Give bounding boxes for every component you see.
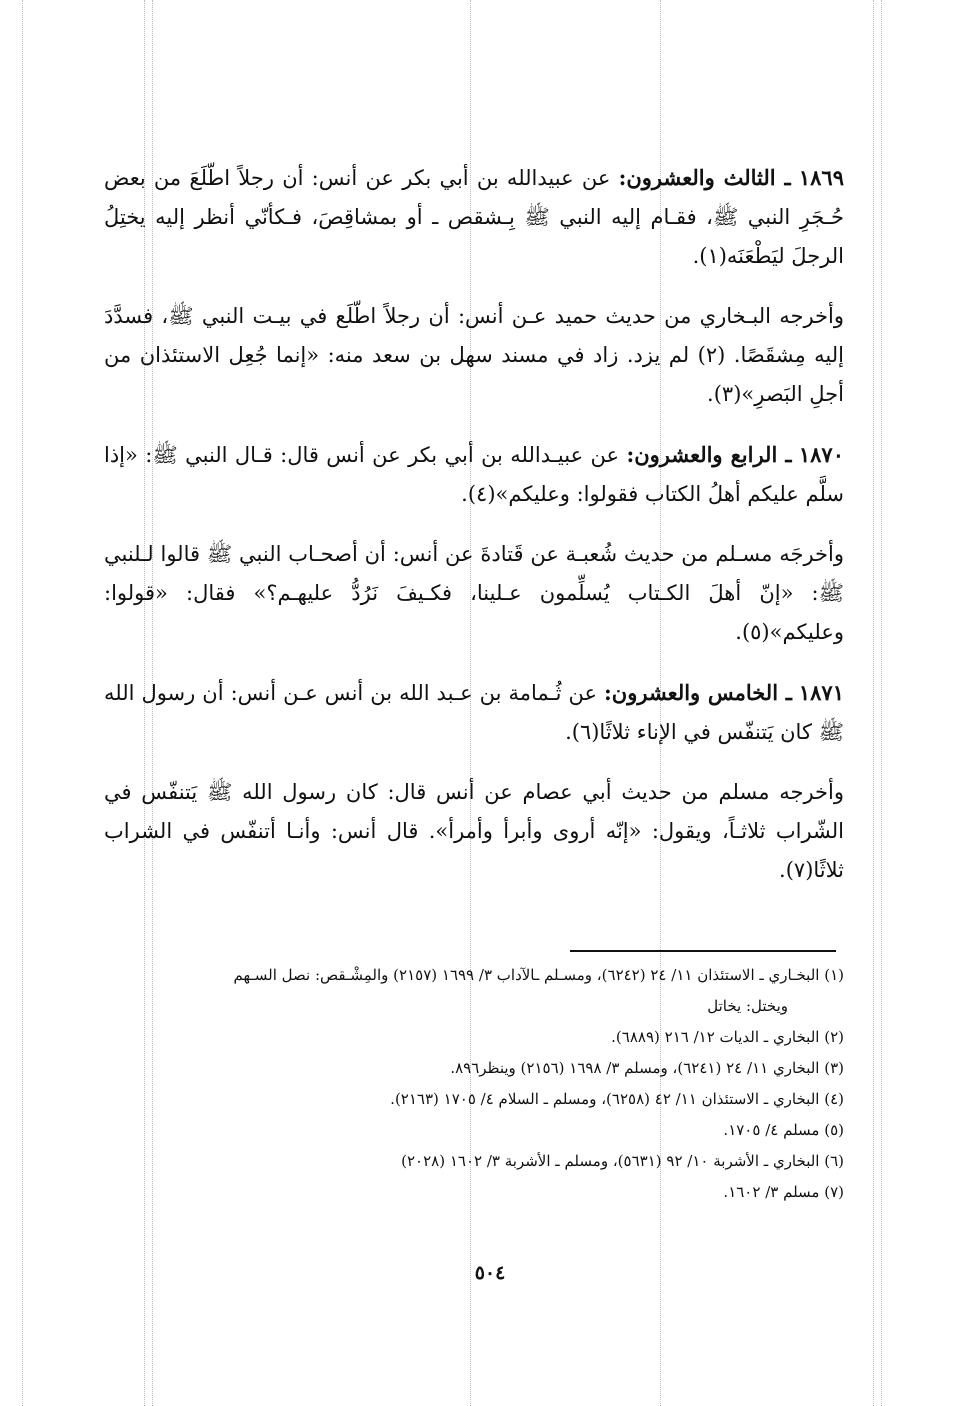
footnote-separator (570, 950, 836, 952)
hadith-number: ١٨٦٩ (798, 165, 844, 190)
paragraph-text: عن عبيـدالله بن أبي بكر عن أنس قال: قـال النبي ﷺ: «إذا سلَّم عليكم أهلُ الكتاب فقولوا: وعليكم»(٤). (104, 443, 844, 506)
takhrij-paragraph (104, 297, 844, 414)
page-number: ٥٠٤ (474, 1262, 506, 1284)
hadith-paragraph (104, 435, 844, 514)
hadith-heading: ـ الثالث والعشرون: (618, 165, 791, 190)
takhrij-paragraph (104, 773, 844, 890)
footnote: (١) البخـاري ـ الاستئذان ١١/ ٢٤ (٦٢٤٢)، ومسـلم ـالآداب ٣/ ١٦٩٩ (٢١٥٧) والمِشْـقص: نصل السـهم (233, 966, 844, 984)
footnote: (٥) مسلم ٤/ ١٧٠٥. (723, 1121, 844, 1139)
footnote-continuation: ويختل: يخاتل (707, 997, 788, 1015)
scan-dotted-line (881, 0, 882, 1406)
paragraph-text: وأخرجه البـخاري من حديث حميد عـن أنس: أن رجلاً اطّلَع في بيـت النبي ﷺ، فسدَّدَ إليه مِشقَصًا. (٢) لم يزد. زاد في مسند سهل بن سعد منه: «إنما جُعِل الاستئذان من أجلِ البَصرِ»(٣). (104, 304, 844, 406)
footnote: (٤) البخاري ـ الاستئذان ١١/ ٤٢ (٦٢٥٨)، ومسلم ـ السلام ٤/ ١٧٠٥ (٢١٦٣). (390, 1090, 844, 1108)
hadith-number: ١٨٧٠ (798, 442, 844, 467)
main-text (104, 158, 844, 911)
hadith-paragraph (104, 158, 844, 276)
hadith-paragraph (104, 673, 844, 752)
footnote: (٣) البخاري ١١/ ٢٤ (٦٢٤١)، ومسلم ٣/ ١٦٩٨ (٢١٥٦) وينظر٨٩٦. (450, 1059, 844, 1077)
paragraph-text: وأخرجَه مسـلم من حديث شُعبـة عن قَتادةَ عن أنس: أن أصحـاب النبي ﷺ قالوا لـلنبي ﷺ: «إنّ أهلَ الكـتاب يُسلِّمون عـلينا، فكـيفَ نَرُدُّ عليهـم؟» فقال: «قولوا: وعليكم»(٥). (104, 542, 844, 644)
footnotes (104, 960, 844, 1208)
paragraph-text: عن ثُـمامة بن عـبد الله بن أنس عـن أنس: أن رسول الله ﷺ كان يَتنفّس في الإناء ثلاثًا(٦). (104, 681, 844, 744)
hadith-heading: ـ الخامس والعشرون: (604, 680, 792, 705)
hadith-number: ١٨٧١ (798, 680, 844, 705)
footnote: (٢) البخاري ـ الديات ١٢/ ٢١٦ (٦٨٨٩). (611, 1028, 844, 1046)
footnote: (٦) البخاري ـ الأشربة ١٠/ ٩٢ (٥٦٣١)، ومسلم ـ الأشربة ٣/ ١٦٠٢ (٢٠٢٨) (401, 1152, 844, 1170)
scan-dotted-line (873, 0, 874, 1406)
scan-dotted-line (22, 0, 23, 1406)
hadith-heading: ـ الرابع والعشرون: (626, 442, 792, 467)
paragraph-text: عن عبيدالله بن أبي بكر عن أنس: أن رجلاً اطّلَعَ من بعض حُـجَرِ النبي ﷺ، فقـام إليه النبي ﷺ بِـشقص ـ أو بمشاقِصَ، فـكأنّي أنظر إليه يختِلُ الرجلَ ليَطْعَنَه(١). (104, 166, 844, 268)
paragraph-text: وأخرجه مسلم من حديث أبي عصام عن أنس قال: كان رسول الله ﷺ يَتنفّس في الشّراب ثلاثـاً، ويقول: «إنّه أروى وأبرأ وأمرأ». قال أنس: وأنـا أتنفّس في الشراب ثلاثًا(٧). (104, 780, 844, 882)
footnote: (٧) مسلم ٣/ ١٦٠٢. (723, 1183, 844, 1201)
takhrij-paragraph (104, 535, 844, 652)
